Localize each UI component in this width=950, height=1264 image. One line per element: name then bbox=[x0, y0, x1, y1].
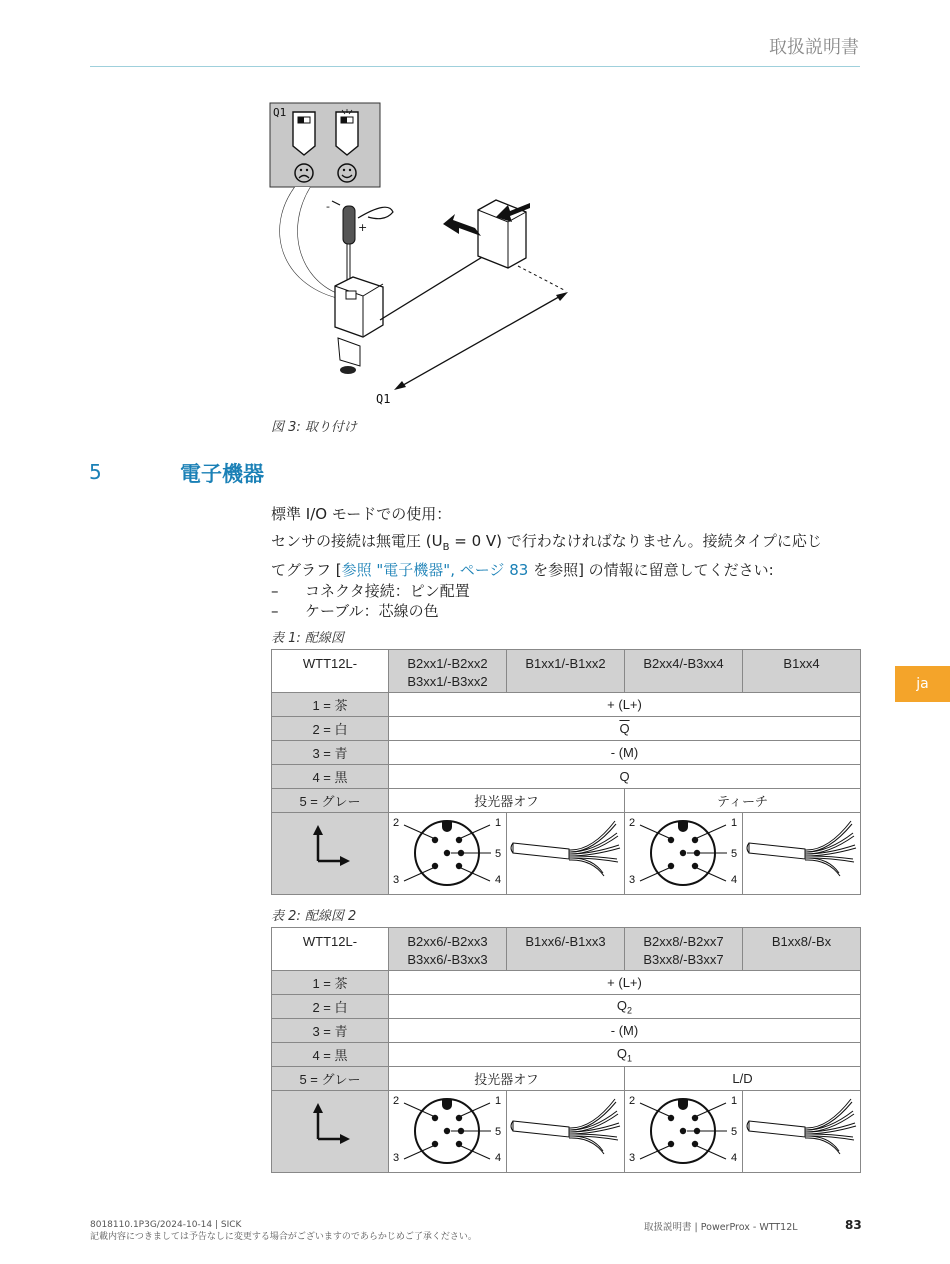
label-minus: - bbox=[326, 200, 330, 213]
footer-doc-title: 取扱説明書 | PowerProx - WTT12L bbox=[644, 1222, 798, 1233]
svg-text:2: 2 bbox=[393, 817, 400, 829]
svg-text:5: 5 bbox=[731, 1126, 738, 1138]
target-object-icon bbox=[443, 200, 530, 268]
header-rule bbox=[90, 66, 860, 67]
inset-label-q1: Q1 bbox=[273, 106, 287, 119]
pin-value: $Q_1$ bbox=[389, 1043, 861, 1067]
table-header-cell: WTT12L- bbox=[272, 928, 389, 971]
pin-label: 2 = 白 bbox=[272, 995, 389, 1019]
connector-pinout-icon bbox=[389, 1091, 507, 1173]
pin-label: 5 = グレー bbox=[272, 789, 389, 813]
table1-caption: 表 1: 配線図 bbox=[271, 631, 344, 646]
table-header-cell: B1xx4 bbox=[743, 650, 861, 693]
svg-text:3: 3 bbox=[393, 1152, 400, 1164]
svg-text:5: 5 bbox=[731, 848, 738, 860]
svg-text:5: 5 bbox=[495, 848, 502, 860]
pin-label: 4 = 黒 bbox=[272, 765, 389, 789]
svg-text:4: 4 bbox=[731, 874, 738, 886]
svg-text:3: 3 bbox=[629, 1152, 636, 1164]
bullet-item: – コネクタ接続：ピン配置 bbox=[271, 582, 470, 600]
svg-text:1: 1 bbox=[495, 817, 502, 829]
table-header-cell: WTT12L- bbox=[272, 650, 389, 693]
axis-arrow-icon bbox=[272, 813, 389, 895]
svg-text:4: 4 bbox=[495, 1152, 502, 1164]
axis-arrow-icon bbox=[272, 1091, 389, 1173]
language-tab[interactable]: ja bbox=[895, 666, 950, 702]
bullet-item: – ケーブル：芯線の色 bbox=[271, 602, 439, 620]
table-header-cell: B1xx8/-Bx bbox=[743, 928, 861, 971]
pin-label: 1 = 茶 bbox=[272, 971, 389, 995]
pin-value: - (M) bbox=[389, 1019, 861, 1043]
svg-text:1: 1 bbox=[731, 1095, 738, 1107]
connector-pinout-icon bbox=[625, 1091, 743, 1173]
table2-caption: 表 2: 配線図 2 bbox=[271, 909, 357, 924]
connector-pinout-icon bbox=[625, 813, 743, 895]
pin-value: $Q_2$ bbox=[389, 995, 861, 1019]
pin-label: 3 = 青 bbox=[272, 741, 389, 765]
cable-icon bbox=[743, 813, 861, 895]
pin-label: 3 = 青 bbox=[272, 1019, 389, 1043]
section-title: 電子機器 bbox=[180, 462, 264, 486]
table-header-cell: B2xx1/-B2xx2 B3xx1/-B3xx2 bbox=[389, 650, 507, 693]
table-header-cell: B2xx8/-B2xx7 B3xx8/-B3xx7 bbox=[625, 928, 743, 971]
cable-icon bbox=[507, 813, 625, 895]
connection-paragraph: センサの接続は無電圧 ($U_B = 0$ V) で行わなければなりません。接続タイプに応じ てグラフ [参照 "電子機器", ページ 83 を参照] の情報に留意してください: bbox=[271, 532, 822, 579]
wiring-table-2 bbox=[271, 927, 861, 1173]
footer-left: 8018110.1P3G/2024-10-14 | SICK 記載内容につきましては予告なしに変更する場合がございますのであらかじめご了承ください。 bbox=[90, 1220, 477, 1242]
svg-text:3: 3 bbox=[629, 874, 636, 886]
pin-value: L/D bbox=[625, 1067, 861, 1091]
cable-icon bbox=[507, 1091, 625, 1173]
inset-panel bbox=[270, 103, 380, 187]
header-title: 取扱説明書 bbox=[769, 37, 859, 58]
pin-label: 1 = 茶 bbox=[272, 693, 389, 717]
connector-pinout-icon bbox=[389, 813, 507, 895]
pin-value: - (M) bbox=[389, 741, 861, 765]
pin-value: 投光器オフ bbox=[389, 1067, 625, 1091]
pin-value: + (L+) bbox=[389, 693, 861, 717]
svg-text:3: 3 bbox=[393, 874, 400, 886]
sensor-icon bbox=[335, 277, 383, 374]
page-number: 83 bbox=[845, 1218, 862, 1232]
wiring-table-1 bbox=[271, 649, 861, 895]
pin-value: + (L+) bbox=[389, 971, 861, 995]
svg-text:1: 1 bbox=[495, 1095, 502, 1107]
table-header-cell: B1xx1/-B1xx2 bbox=[507, 650, 625, 693]
svg-text:4: 4 bbox=[731, 1152, 738, 1164]
mounting-figure bbox=[260, 98, 580, 410]
cable-icon bbox=[743, 1091, 861, 1173]
pin-label: 5 = グレー bbox=[272, 1067, 389, 1091]
svg-text:2: 2 bbox=[629, 1095, 636, 1107]
svg-text:1: 1 bbox=[731, 817, 738, 829]
label-plus: + bbox=[358, 221, 368, 234]
svg-text:4: 4 bbox=[495, 874, 502, 886]
svg-text:2: 2 bbox=[629, 817, 636, 829]
cross-reference-link[interactable]: 参照 "電子機器", ページ 83 bbox=[341, 561, 529, 579]
distance-label-q1: Q1 bbox=[376, 392, 391, 406]
svg-text:2: 2 bbox=[393, 1095, 400, 1107]
table-header-cell: B1xx6/-B1xx3 bbox=[507, 928, 625, 971]
pin-label: 2 = 白 bbox=[272, 717, 389, 741]
pin-value: 投光器オフ bbox=[389, 789, 625, 813]
table-header-cell: B2xx6/-B2xx3 B3xx6/-B3xx3 bbox=[389, 928, 507, 971]
pin-value: Q bbox=[389, 765, 861, 789]
section-number: 5 bbox=[89, 460, 102, 484]
intro-paragraph: 標準 I/O モードでの使用： bbox=[271, 505, 452, 523]
pin-value: $\overline{Q}$ bbox=[389, 717, 861, 741]
svg-text:5: 5 bbox=[495, 1126, 502, 1138]
table-header-cell: B2xx4/-B3xx4 bbox=[625, 650, 743, 693]
pin-value: ティーチ bbox=[625, 789, 861, 813]
pin-label: 4 = 黒 bbox=[272, 1043, 389, 1067]
figure-caption: 図 3: 取り付け bbox=[271, 420, 357, 435]
